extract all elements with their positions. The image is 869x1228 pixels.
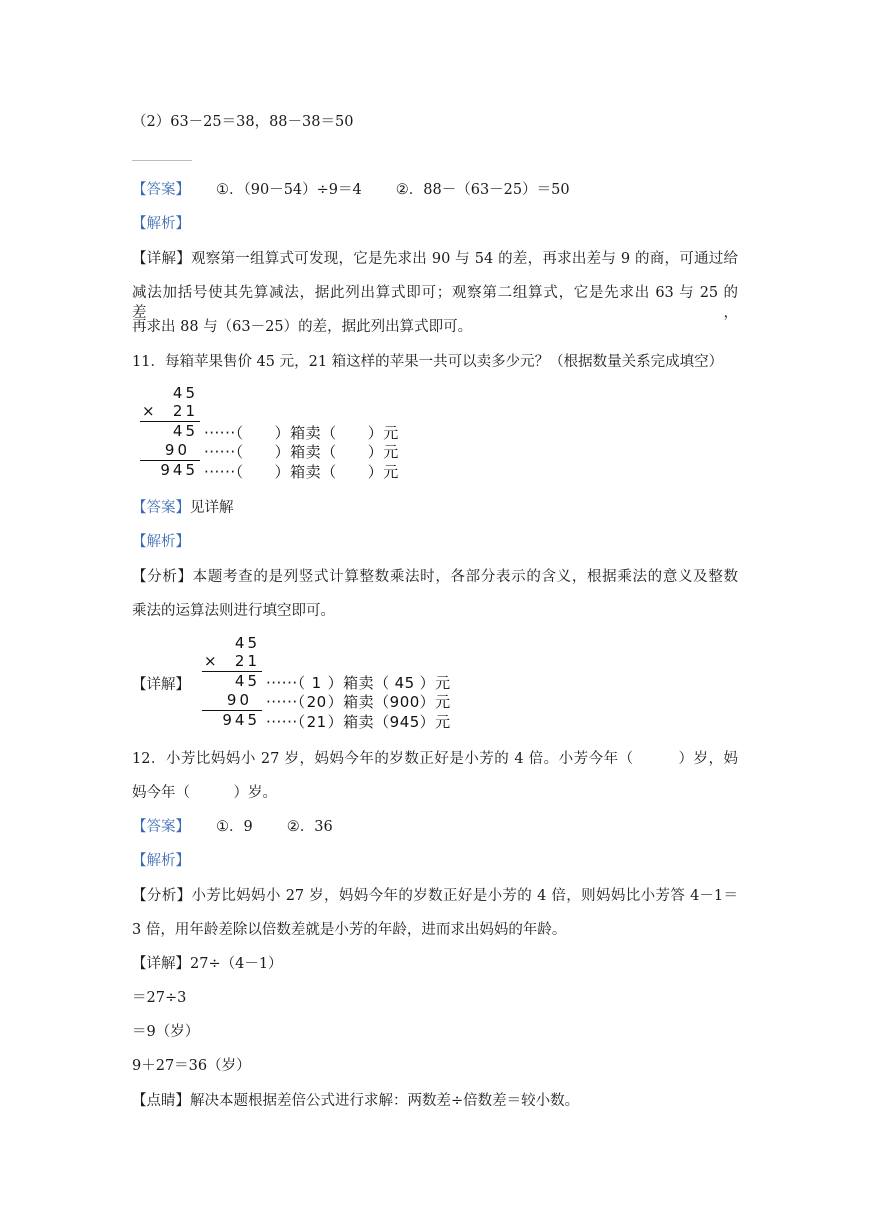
times-sign: × xyxy=(142,402,155,420)
solution-step-2: （2）63－25＝38，88－38＝50 xyxy=(132,114,354,130)
xiangjie-tag: 【详解】 xyxy=(132,956,190,972)
dianjing-12 xyxy=(132,1091,579,1111)
dianjing-text: 解决本题根据差倍公式进行求解：两数差÷倍数差＝较小数。 xyxy=(190,1093,580,1109)
answer-tag: 【答案】 xyxy=(132,500,190,516)
analysis-12-line-2: 3 倍，用年龄差除以倍数差就是小芳的年龄，进而求出妈妈的年龄。 xyxy=(132,922,567,938)
boxes-value: 1 xyxy=(311,674,322,692)
question-12-line-1: 12．小芳比妈妈小 27 岁，妈妈今年的岁数正好是小芳的 4 倍。小芳今年（ ）岁，妈 xyxy=(132,751,738,767)
analysis-11-text-1: 本题考查的是列竖式计算整数乘法时，各部分表示的含义，根据乘法的意义及整数 xyxy=(192,569,739,585)
dianjing-tag: 【点睛】 xyxy=(132,1093,190,1109)
detail-12-step-4: 9＋27＝36（岁） xyxy=(132,1058,251,1074)
partial-product-1: 45 xyxy=(172,422,198,440)
answer-10-b: ②．88－（63－25）＝50 xyxy=(395,182,570,198)
filled-row-1: ······（ 1 ）箱卖（ 45 ）元 xyxy=(266,674,451,692)
jiexi-tag-12: 【解析】 xyxy=(132,853,190,869)
price-value: 945 xyxy=(389,713,420,731)
price-value: 45 xyxy=(394,674,415,692)
filled-row-3: ······（21）箱卖（945）元 xyxy=(266,713,451,731)
multiplicand: 45 xyxy=(172,384,198,402)
answer-tag: 【答案】 xyxy=(132,819,190,835)
xiangjie-tag-11: 【详解】 xyxy=(132,677,190,693)
question-11: 11．每箱苹果售价 45 元，21 箱这样的苹果一共可以卖多少元？（根据数量关系完成填空） xyxy=(132,354,724,370)
answer-tag: 【答案】 xyxy=(132,182,190,198)
boxes-value: 21 xyxy=(306,713,327,731)
answer-12 xyxy=(132,817,333,837)
analysis-12-text-1: 小芳比妈妈小 27 岁，妈妈今年的岁数正好是小芳的 4 倍，则妈妈比小芳答 4－1＝ xyxy=(191,888,738,904)
step-1-text: 27÷（4－1） xyxy=(190,956,283,972)
detail-10-line-3: 再求出 88 与（63－25）的差，据此列出算式即可。 xyxy=(132,319,473,335)
boxes-value: 20 xyxy=(306,693,327,711)
fill-row-2: ······（ ）箱卖（ ）元 xyxy=(204,443,399,461)
multiplicand: 45 xyxy=(234,634,260,652)
times-sign: × xyxy=(204,652,217,670)
fenxi-tag: 【分析】 xyxy=(132,888,192,904)
filled-row-2: ······（20）箱卖（900）元 xyxy=(266,693,451,711)
detail-10-line-2: 减法加括号使其先算减法，据此列出算式即可；观察第二组算式，它是先求出 63 与 25 的差， xyxy=(132,285,738,321)
detail-12-step-3: ＝9（岁） xyxy=(132,1024,200,1040)
answer-11-multiplication-figure xyxy=(202,634,502,730)
multiplier: 21 xyxy=(172,402,198,420)
partial-product-2: 90 xyxy=(164,441,190,459)
fenxi-tag: 【分析】 xyxy=(132,569,193,585)
question-11-multiplication-figure xyxy=(140,384,440,480)
detail-10-text-1: 观察第一组算式可发现，它是先求出 90 与 54 的差，再求出差与 9 的商，可通过给 xyxy=(191,251,739,267)
jiexi-tag-11: 【解析】 xyxy=(132,534,190,550)
answer-12-b: ②．36 xyxy=(286,819,333,835)
product: 945 xyxy=(222,711,260,729)
partial-product-1: 45 xyxy=(234,672,260,690)
answer-12-a: ①．9 xyxy=(216,819,253,835)
price-value: 900 xyxy=(389,693,420,711)
answer-10-a: ①．（90－54）÷9＝4 xyxy=(216,182,362,198)
partial-product-2: 90 xyxy=(226,691,252,709)
question-12-line-2: 妈今年（ ）岁。 xyxy=(132,785,277,801)
fill-row-1: ······（ ）箱卖（ ）元 xyxy=(204,424,399,442)
analysis-12-line-1 xyxy=(132,886,738,906)
analysis-11-line-2: 乘法的运算法则进行填空即可。 xyxy=(132,603,335,619)
detail-12-step-1 xyxy=(132,954,283,974)
multiplier: 21 xyxy=(234,652,260,670)
answer-11-text: 见详解 xyxy=(190,500,234,516)
fill-row-3: ······（ ）箱卖（ ）元 xyxy=(204,463,399,481)
analysis-11-line-1 xyxy=(132,567,738,587)
answer-11 xyxy=(132,498,234,518)
answer-10 xyxy=(132,180,570,200)
detail-10-line-1 xyxy=(132,249,738,269)
product: 945 xyxy=(160,461,198,479)
xiangjie-tag: 【详解】 xyxy=(132,251,191,267)
detail-12-step-2: ＝27÷3 xyxy=(132,990,187,1006)
jiexi-tag-10: 【解析】 xyxy=(132,216,190,232)
separator-line xyxy=(132,160,192,161)
